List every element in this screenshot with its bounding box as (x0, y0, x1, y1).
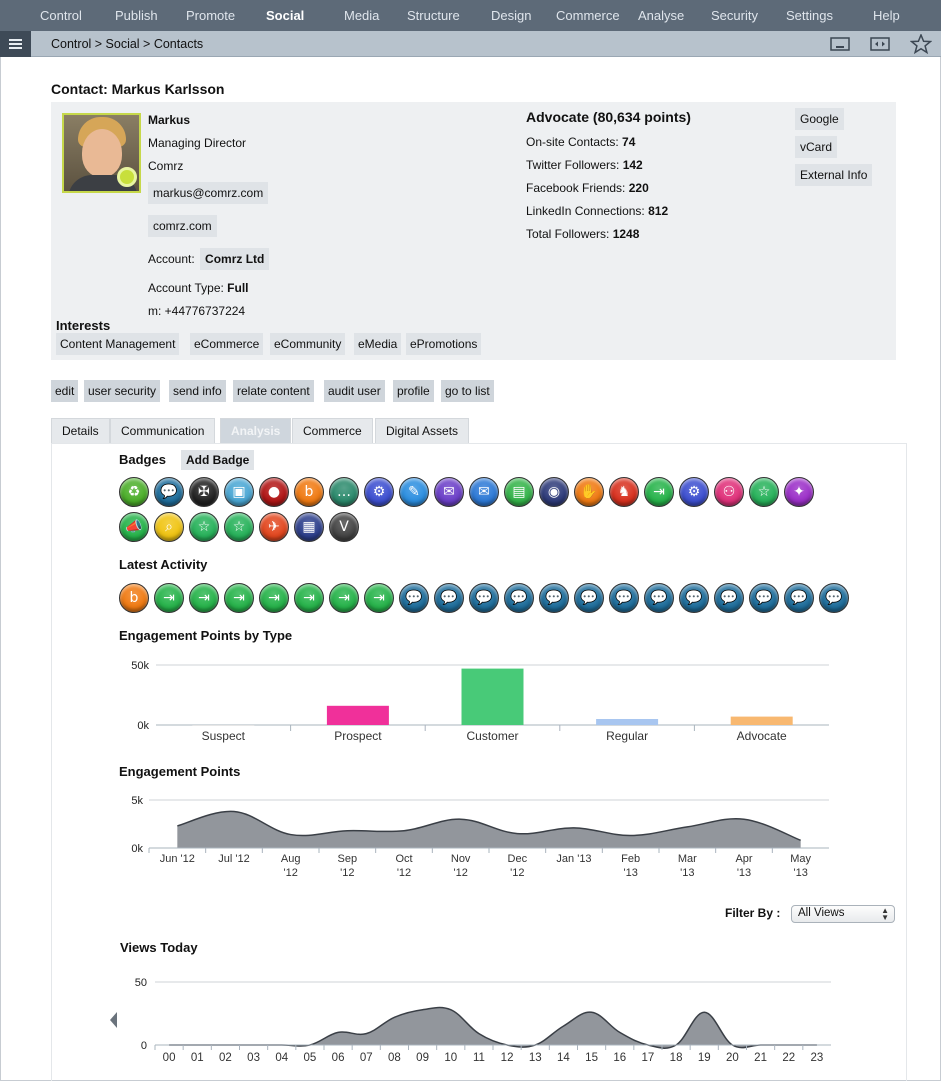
x-tick-label: 18 (669, 1052, 683, 1064)
x-tick-label: 22 (782, 1052, 796, 1064)
select-arrows-icon: ▲ ▼ (881, 906, 889, 922)
advocate-level: Advocate (80,634 points) (526, 109, 691, 125)
nav-commerce[interactable]: Commerce (556, 8, 620, 23)
nav-help[interactable]: Help (873, 8, 900, 23)
contact-email-link[interactable]: markus@comrz.com (148, 182, 268, 204)
x-tick-label: 14 (557, 1052, 570, 1064)
x-tick-label: 19 (697, 1052, 711, 1064)
y-tick-label: 50k (131, 660, 149, 672)
breadcrumb: Control > Social > Contacts (51, 37, 204, 51)
nav-publish[interactable]: Publish (115, 8, 158, 23)
contact-job-title: Managing Director (148, 136, 247, 150)
nav-security[interactable]: Security (711, 8, 758, 23)
y-tick-label: 50 (134, 977, 147, 989)
nav-settings[interactable]: Settings (786, 8, 833, 23)
stat-value: 74 (622, 135, 636, 149)
x-tick-label: 13 (528, 1052, 542, 1064)
bar-regular[interactable] (596, 719, 658, 725)
interest-epromotions[interactable]: ePromotions (406, 333, 481, 355)
x-tick-label: Oct '12 (395, 853, 413, 879)
x-tick-label: Mar '13 (677, 853, 697, 879)
speech-bubble-icon[interactable]: 💬 (154, 477, 184, 507)
scroll-left-arrow-icon[interactable] (110, 1012, 117, 1028)
vcard-button[interactable]: vCard (795, 136, 837, 158)
x-tick-label: Sep '12 (337, 853, 358, 879)
stat-row (526, 181, 649, 195)
speech-bubble-icon[interactable]: 💬 (644, 583, 674, 613)
tab-communication[interactable]: Communication (110, 418, 215, 443)
breadcrumb-bar (0, 31, 941, 57)
speech-bubble-icon[interactable]: 💬 (679, 583, 709, 613)
bar-customer[interactable] (462, 669, 524, 725)
chart-title-engagement-points: Engagement Points (119, 764, 241, 779)
filter-by-label: Filter By : (725, 906, 781, 920)
top-navigation (0, 0, 941, 31)
nav-structure[interactable]: Structure (407, 8, 460, 23)
chat-icon[interactable]: … (329, 477, 359, 507)
recycle-icon[interactable]: ♻ (119, 477, 149, 507)
star-icon[interactable]: ☆ (749, 477, 779, 507)
x-tick-label: Regular (606, 729, 649, 743)
crest-icon[interactable]: ✠ (189, 477, 219, 507)
go-to-list-button[interactable]: go to list (441, 380, 494, 402)
bird-icon[interactable]: ✈ (259, 512, 289, 542)
x-tick-label: 08 (388, 1052, 401, 1064)
people-icon[interactable]: ⚇ (714, 477, 744, 507)
y-tick-label: 0k (137, 720, 149, 732)
nav-promote[interactable]: Promote (186, 8, 236, 23)
contact-first-name: Markus (148, 113, 191, 127)
gear-icon[interactable]: ⚙ (364, 477, 394, 507)
document-icon[interactable]: ▤ (504, 477, 534, 507)
x-tick-label: Apr '13 (735, 853, 753, 879)
x-tick-label: 17 (641, 1052, 655, 1064)
x-tick-label: 20 (726, 1052, 739, 1064)
x-tick-label: Dec '12 (507, 853, 528, 879)
relate-content-button[interactable]: relate content (233, 380, 314, 402)
google-button[interactable]: Google (795, 108, 844, 130)
x-tick-label: 16 (613, 1052, 627, 1064)
speech-bubble-icon[interactable]: 💬 (574, 583, 604, 613)
x-tick-label: 23 (810, 1052, 824, 1064)
tab-details[interactable]: Details (51, 418, 110, 443)
interest-ecommunity[interactable]: eCommunity (270, 333, 345, 355)
contact-website-link[interactable]: comrz.com (148, 215, 217, 237)
star-icon[interactable]: ☆ (224, 512, 254, 542)
nav-control[interactable]: Control (40, 8, 82, 23)
hamburger-menu-icon[interactable] (0, 31, 31, 57)
exit-icon[interactable]: ⇥ (294, 583, 324, 613)
contact-company: Comrz (148, 159, 184, 173)
x-tick-label: 06 (331, 1052, 345, 1064)
nav-design[interactable]: Design (491, 8, 532, 23)
filter-select[interactable] (791, 905, 895, 923)
speech-bubble-icon[interactable]: 💬 (714, 583, 744, 613)
nav-social[interactable]: Social (266, 8, 305, 23)
x-tick-label: Jun '12 (159, 853, 195, 865)
nav-media[interactable]: Media (344, 8, 380, 23)
speech-bubble-icon[interactable]: 💬 (504, 583, 534, 613)
fit-window-icon[interactable] (870, 36, 890, 52)
stat-row (526, 135, 635, 149)
speech-bubble-icon[interactable]: 💬 (399, 583, 429, 613)
screen-icon[interactable]: ▣ (224, 477, 254, 507)
mail-icon[interactable]: ✉ (469, 477, 499, 507)
x-tick-label: 09 (416, 1052, 429, 1064)
stat-value: 220 (628, 181, 649, 195)
y-tick-label: 0 (140, 1040, 147, 1052)
blogger-icon[interactable]: b (294, 477, 324, 507)
speech-bubble-icon[interactable]: 💬 (539, 583, 569, 613)
stat-label: Twitter Followers: (526, 158, 623, 172)
message-icon[interactable]: ✉ (434, 477, 464, 507)
gear-icon[interactable]: ⚙ (679, 477, 709, 507)
area-fill (177, 811, 800, 848)
x-tick-label: Feb '13 (621, 853, 641, 879)
x-tick-label: 12 (500, 1052, 514, 1064)
account-type-value: Full (227, 281, 249, 295)
exit-icon[interactable]: ⇥ (189, 583, 219, 613)
interests-heading: Interests (56, 318, 111, 333)
speech-bubble-icon[interactable]: 💬 (609, 583, 639, 613)
external-info-button[interactable]: External Info (795, 164, 872, 186)
edit-button[interactable]: edit (51, 380, 78, 402)
exit-icon[interactable]: ⇥ (329, 583, 359, 613)
stat-label: LinkedIn Connections: (526, 204, 649, 218)
engagement-points-chart (119, 788, 839, 883)
handshake-icon[interactable]: ✦ (784, 477, 814, 507)
profile-button[interactable]: profile (393, 380, 434, 402)
latest-activity-heading: Latest Activity (119, 557, 208, 572)
x-tick-label: 04 (275, 1052, 289, 1064)
bar-prospect[interactable] (327, 706, 389, 725)
favorite-star-icon[interactable] (910, 34, 932, 54)
star-icon[interactable]: ☆ (189, 512, 219, 542)
vip-icon[interactable]: V (329, 512, 359, 542)
pencil-icon[interactable]: ✎ (399, 477, 429, 507)
exit-icon[interactable]: ⇥ (364, 583, 394, 613)
exit-icon[interactable]: ⇥ (154, 583, 184, 613)
hand-icon[interactable]: ✋ (574, 477, 604, 507)
y-tick-label: 0k (131, 843, 143, 855)
megaphone-icon[interactable]: 📣 (119, 512, 149, 542)
clapperboard-icon[interactable]: ▦ (294, 512, 324, 542)
tab-commerce[interactable]: Commerce (292, 418, 373, 443)
exit-icon[interactable]: ⇥ (644, 477, 674, 507)
speech-bubble-icon[interactable]: 💬 (749, 583, 779, 613)
interest-ecommerce[interactable]: eCommerce (190, 333, 263, 355)
speech-bubble-icon[interactable]: 💬 (784, 583, 814, 613)
stat-label: Total Followers: (526, 227, 613, 241)
speech-bubble-icon[interactable]: 💬 (819, 583, 849, 613)
x-tick-label: Suspect (201, 729, 245, 743)
magnifier-icon[interactable]: ⌕ (154, 512, 184, 542)
x-tick-label: 03 (247, 1052, 260, 1064)
blogger-icon[interactable]: b (119, 583, 149, 613)
x-tick-label: Customer (466, 729, 519, 743)
account-label: Account: (148, 252, 195, 266)
stat-value: 142 (622, 158, 643, 172)
x-tick-label: Prospect (334, 729, 382, 743)
nav-analyse[interactable]: Analyse (638, 8, 685, 23)
stat-row (526, 204, 668, 218)
bar-advocate[interactable] (731, 717, 793, 725)
bar-suspect[interactable] (192, 725, 254, 726)
helmet-icon[interactable]: ♞ (609, 477, 639, 507)
exit-icon[interactable]: ⇥ (259, 583, 289, 613)
contact-avatar (62, 113, 141, 193)
x-tick-label: Advocate (736, 729, 787, 743)
x-tick-label: 02 (219, 1052, 232, 1064)
y-tick-label: 5k (131, 795, 143, 807)
interest-content-management[interactable]: Content Management (56, 333, 179, 355)
account-type-label: Account Type: (148, 281, 224, 295)
x-tick-label: Nov '12 (450, 853, 471, 879)
owl-icon[interactable]: ◉ (539, 477, 569, 507)
lightbulb-icon[interactable]: ● (259, 477, 289, 507)
tab-analysis[interactable]: Analysis (220, 418, 291, 443)
x-tick-label: 15 (585, 1052, 598, 1064)
chart-title-views-today: Views Today (120, 940, 198, 955)
add-badge-button[interactable]: Add Badge (181, 450, 254, 470)
x-tick-label: Jan '13 (556, 853, 592, 865)
views-today-chart (119, 970, 839, 1065)
speech-bubble-icon[interactable]: 💬 (469, 583, 499, 613)
x-tick-label: Aug '12 (280, 853, 301, 879)
x-tick-label: Jul '12 (218, 853, 250, 865)
audit-user-button[interactable]: audit user (324, 380, 385, 402)
minimize-window-icon[interactable] (830, 36, 850, 52)
chart-title-engagement-by-type: Engagement Points by Type (119, 628, 293, 643)
stat-row (526, 158, 643, 172)
x-tick-label: 21 (754, 1052, 767, 1064)
interest-emedia[interactable]: eMedia (354, 333, 401, 355)
x-tick-label: 11 (472, 1052, 485, 1064)
stat-row (526, 227, 639, 241)
x-tick-label: 00 (162, 1052, 176, 1064)
comrz-logo-icon (117, 167, 137, 187)
x-tick-label: 05 (303, 1052, 317, 1064)
user-security-button[interactable]: user security (84, 380, 160, 402)
speech-bubble-icon[interactable]: 💬 (434, 583, 464, 613)
stat-label: Facebook Friends: (526, 181, 629, 195)
x-tick-label: 07 (359, 1052, 373, 1064)
x-tick-label: 01 (190, 1052, 204, 1064)
x-tick-label: 10 (444, 1052, 458, 1064)
stat-value: 812 (648, 204, 669, 218)
send-info-button[interactable]: send info (169, 380, 226, 402)
page-title: Contact: Markus Karlsson (51, 81, 225, 97)
filter-select-value: All Views (798, 907, 845, 919)
stat-label: On-site Contacts: (526, 135, 623, 149)
engagement-by-type-chart (119, 650, 839, 750)
account-link[interactable]: Comrz Ltd (200, 248, 269, 270)
tab-digital-assets[interactable]: Digital Assets (375, 418, 469, 443)
exit-icon[interactable]: ⇥ (224, 583, 254, 613)
badges-heading: Badges (119, 452, 166, 467)
contact-mobile: m: +44776737224 (148, 304, 246, 318)
stat-value: 1248 (612, 227, 640, 241)
x-tick-label: May '13 (790, 853, 812, 879)
